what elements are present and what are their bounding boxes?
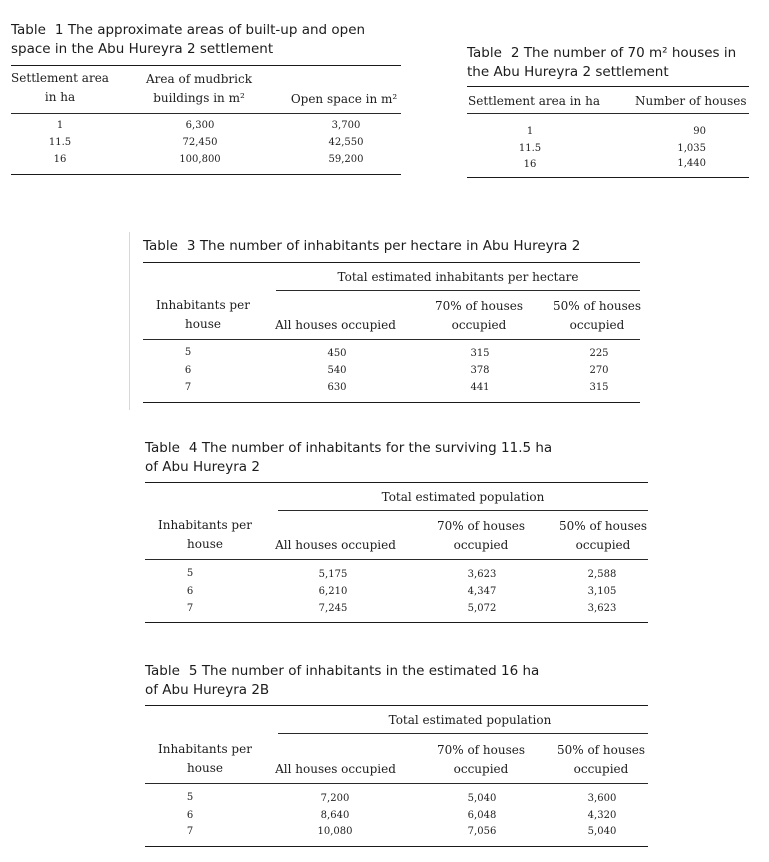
table-4-group-header: Total estimated population	[381, 490, 545, 504]
table-3-header-all: All houses occupied	[275, 318, 396, 332]
table-cell: 1	[56, 120, 64, 131]
table-cell: 3,623	[467, 569, 497, 580]
table-3-top-rule	[143, 262, 640, 263]
table-5-top-rule	[145, 705, 648, 706]
table-2-header-rule	[467, 113, 749, 114]
table-4-header-70: 70% of houses occupied	[436, 519, 526, 552]
table-2-header-area: Settlement area in ha	[468, 94, 600, 108]
table-cell: 4,347	[467, 586, 497, 597]
table-5-group-rule	[278, 733, 648, 734]
table-cell: 7	[186, 603, 194, 614]
table-cell: 7,200	[320, 793, 350, 804]
table-cell: 42,550	[328, 137, 364, 148]
table-cell: 8,640	[320, 810, 350, 821]
table-2-top-rule	[467, 86, 749, 87]
table-4-header-50: 50% of houses occupied	[558, 519, 648, 552]
table-cell: 270	[589, 365, 609, 376]
table-3-header-inhabitants: Inhabitants per house	[156, 298, 250, 331]
table-cell: 6	[184, 365, 192, 376]
table-cell: 7,245	[318, 603, 348, 614]
table-cell: 6,210	[318, 586, 348, 597]
table-5-header-all: All houses occupied	[275, 762, 396, 776]
table-2-caption: Table 2 The number of 70 m² houses in the Abu Hureyra 2 settlement	[467, 45, 737, 80]
table-cell: 5,040	[467, 793, 497, 804]
table-cell: 378	[470, 365, 490, 376]
table-cell: 11.5	[518, 143, 542, 154]
table-cell: 6,048	[467, 810, 497, 821]
table-3-bottom-rule	[143, 402, 640, 403]
table-3-group-rule	[276, 290, 640, 291]
table-5-caption: Table 5 The number of inhabitants in the estimated 16 ha of Abu Hureyra 2B	[145, 663, 540, 698]
table-cell: 7,056	[467, 826, 497, 837]
table-4-top-rule	[145, 482, 648, 483]
table-cell: 5	[184, 347, 192, 358]
table-cell: 1	[526, 126, 534, 137]
table-4-bottom-rule	[145, 622, 648, 623]
table-cell: 90	[693, 126, 706, 137]
table-4-header-rule	[145, 559, 648, 560]
table-cell: 5,072	[467, 603, 497, 614]
table-cell: 630	[327, 382, 347, 393]
table-cell: 11.5	[48, 137, 72, 148]
table-cell: 315	[589, 382, 609, 393]
table-1-header-open: Open space in m²	[290, 92, 398, 106]
table-5-header-70: 70% of houses occupied	[436, 743, 526, 776]
table-cell: 5	[186, 792, 194, 803]
table-cell: 7	[186, 826, 194, 837]
table-2-header-houses: Number of houses	[635, 94, 747, 108]
table-cell: 6	[186, 810, 194, 821]
table-4-header-inhabitants: Inhabitants per house	[158, 518, 252, 551]
table-5-group-header: Total estimated population	[388, 713, 552, 727]
table-cell: 1,440	[677, 158, 706, 169]
table-cell: 16	[523, 159, 537, 170]
table-3-caption: Table 3 The number of inhabitants per hectare in Abu Hureyra 2	[143, 238, 581, 254]
table-cell: 3,105	[587, 586, 617, 597]
table-3-header-70: 70% of houses occupied	[434, 299, 524, 332]
table-cell: 10,080	[317, 826, 353, 837]
table-cell: 315	[470, 348, 490, 359]
table-5-header-inhabitants: Inhabitants per house	[158, 742, 252, 775]
table-3-header-50: 50% of houses occupied	[552, 299, 642, 332]
table-cell: 59,200	[328, 154, 364, 165]
table-1-header-area: Settlement area in ha	[11, 71, 109, 104]
table-1-bottom-rule	[11, 174, 401, 175]
page-shadow-line	[129, 232, 130, 410]
table-5-header-50: 50% of houses occupied	[556, 743, 646, 776]
table-cell: 1,035	[677, 143, 706, 154]
table-4-group-rule	[278, 510, 648, 511]
table-5-header-rule	[145, 783, 648, 784]
table-cell: 2,588	[587, 569, 617, 580]
table-4-caption: Table 4 The number of inhabitants for the surviving 11.5 ha of Abu Hureyra 2	[145, 440, 553, 475]
table-cell: 16	[53, 154, 67, 165]
table-cell: 72,450	[182, 137, 218, 148]
table-cell: 3,600	[587, 793, 617, 804]
table-cell: 441	[470, 382, 490, 393]
table-cell: 3,700	[331, 120, 361, 131]
table-2-bottom-rule	[467, 177, 749, 178]
table-4-header-all: All houses occupied	[275, 538, 396, 552]
table-1-caption: Table 1 The approximate areas of built-up and open space in the Abu Hureyra 2 settlement	[11, 22, 366, 57]
table-1-header-mudbrick: Area of mudbrick buildings in m²	[146, 72, 252, 105]
table-cell: 100,800	[179, 154, 221, 165]
table-3-group-header: Total estimated inhabitants per hectare	[337, 270, 579, 284]
table-3-header-rule	[143, 339, 640, 340]
table-1-top-rule	[11, 65, 401, 66]
table-cell: 5,175	[318, 569, 348, 580]
table-cell: 7	[184, 382, 192, 393]
table-cell: 450	[327, 348, 347, 359]
table-cell: 6	[186, 586, 194, 597]
table-cell: 4,320	[587, 810, 617, 821]
table-5-bottom-rule	[145, 846, 648, 847]
table-cell: 540	[327, 365, 347, 376]
table-cell: 5,040	[587, 826, 617, 837]
table-cell: 5	[186, 568, 194, 579]
table-cell: 6,300	[185, 120, 215, 131]
table-cell: 3,623	[587, 603, 617, 614]
table-cell: 225	[589, 348, 609, 359]
table-1-header-rule	[11, 113, 401, 114]
